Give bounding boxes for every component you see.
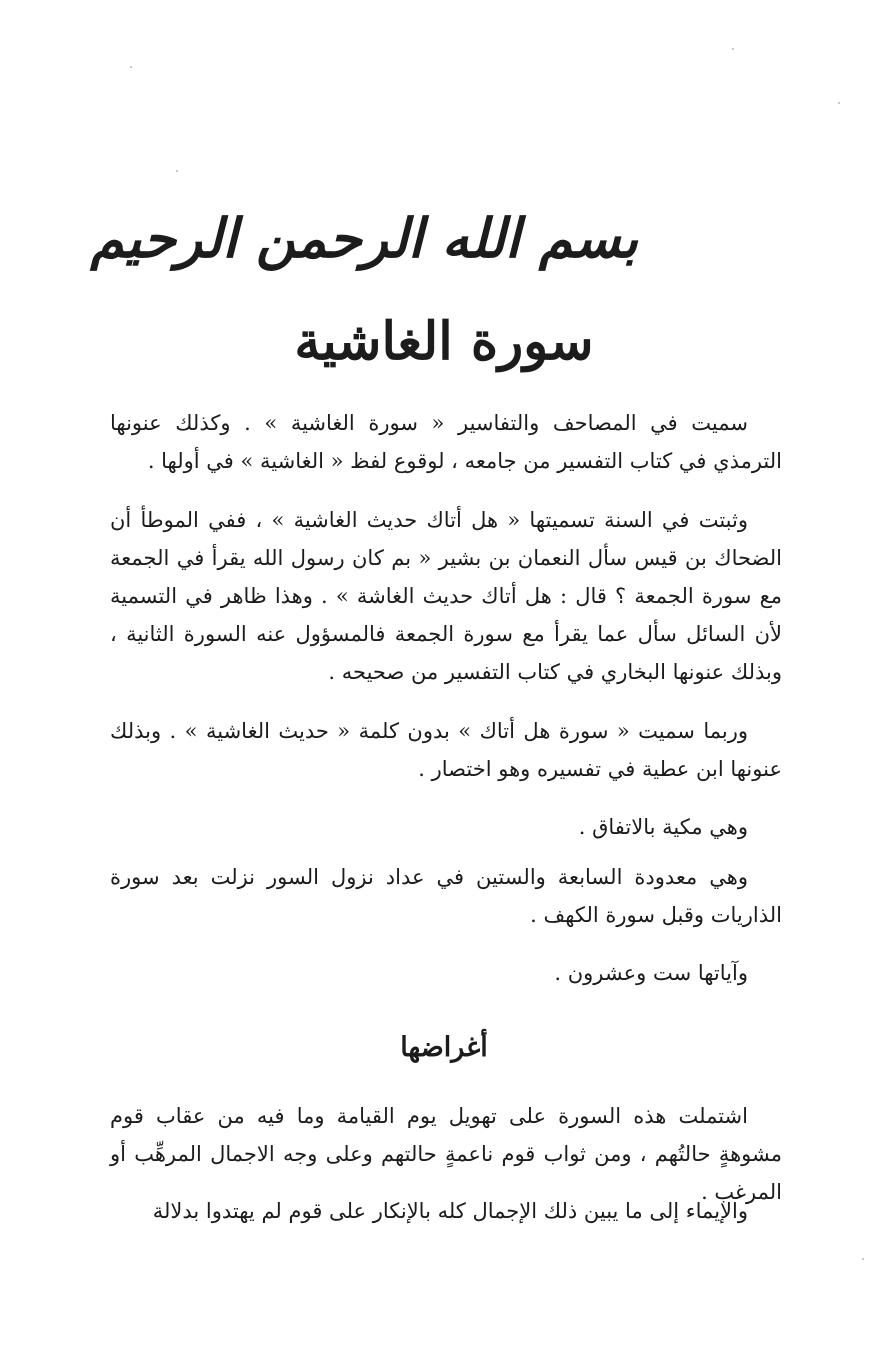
basmala: بسم الله الرحمن الرحيم: [90, 206, 638, 270]
section-heading: أغراضها: [400, 1032, 488, 1063]
paragraph-text: وهي معدودة السابعة والستين في عداد نزول السور نزلت بعد سورة الذاريات وقبل سورة الكهف .: [110, 865, 782, 927]
scan-speck: [732, 48, 734, 50]
scan-speck: [838, 102, 840, 104]
scan-speck: [130, 66, 132, 68]
paragraph-text: وربما سميت « سورة هل أتاك » بدون كلمة « حديث الغاشية » . وبذلك عنونها ابن عطية في تفسيره وهو اختصار .: [110, 719, 782, 781]
paragraph-text: سميت في المصاحف والتفاسير « سورة الغاشية » . وكذلك عنونها الترمذي في كتاب التفسير من جامعه ، لوقوع لفظ « الغاشية » في أولها .: [110, 411, 782, 473]
intro-paragraph-1: [110, 404, 782, 480]
intro-paragraph-5: [110, 858, 782, 934]
paragraph-text: وثبتت في السنة تسميتها « هل أتاك حديث الغاشية » ، ففي الموطأ أن الضحاك بن قيس سأل النعمان بن بشير « بم كان رسول الله يقرأ في الجمعة مع سورة الجمعة ؟ قال : هل أتاك حديث الغاشة » . وهذا ظاهر في التسمية لأن السائل سأل عما يقرأ مع سورة الجمعة فالمسؤول عنه السورة الثانية ، وبذلك عنونها البخاري في كتاب التفسير من صحيحه .: [110, 508, 782, 684]
intro-paragraph-6: [110, 954, 782, 992]
section-paragraph-2: [110, 1192, 782, 1230]
paragraph-text: وهي مكية بالاتفاق .: [578, 815, 748, 839]
scan-speck: [862, 1258, 864, 1260]
intro-paragraph-2: [110, 501, 782, 691]
intro-paragraph-4: [110, 808, 782, 846]
paragraph-text: والإيماء إلى ما يبين ذلك الإجمال كله بالإنكار على قوم لم يهتدوا بدلالة: [152, 1199, 748, 1223]
scan-speck: [176, 170, 178, 172]
intro-paragraph-3: [110, 712, 782, 788]
paragraph-text: وآياتها ست وعشرون .: [554, 961, 748, 985]
paragraph-text: اشتملت هذه السورة على تهويل يوم القيامة وما فيه من عقاب قوم مشوهةٍ حالتُهم ، ومن ثواب قوم ناعمةٍ حالتهم وعلى وجه الاجمال المرهِّب أو المرغب .: [110, 1104, 782, 1204]
surah-title: سورة الغاشية: [294, 311, 594, 372]
